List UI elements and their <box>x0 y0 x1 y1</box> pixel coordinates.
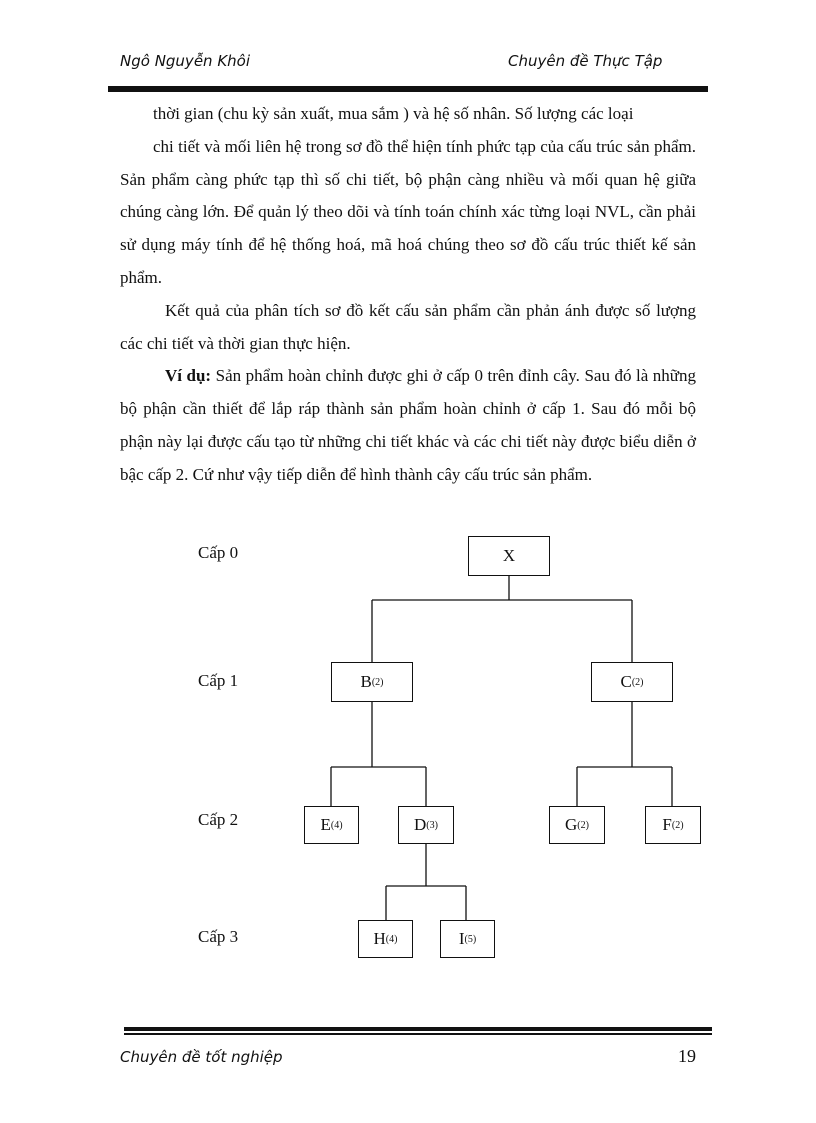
node-d <box>398 806 454 844</box>
node-d-qty: (3) <box>426 819 438 831</box>
level-2-label: Cấp 2 <box>198 810 239 829</box>
node-g <box>549 806 605 844</box>
header-title: Chuyên đề Thực Tập <box>508 52 663 70</box>
node-c-label: C <box>620 672 632 691</box>
node-x <box>468 536 550 576</box>
node-b-qty: (2) <box>371 676 384 688</box>
node-c-qty: (2) <box>631 676 644 688</box>
node-i-label: I <box>458 929 465 948</box>
node-h-label: H <box>373 929 386 948</box>
node-f-qty: (2) <box>671 819 684 831</box>
node-f <box>645 806 701 844</box>
paragraph-2: Kết quả của phân tích sơ đồ kết cấu sản phẩm cần phản ánh được số lượng các chi tiết và thời gian thực hiện. <box>120 300 696 353</box>
node-h-qty: (4) <box>385 933 398 945</box>
level-0-label: Cấp 0 <box>198 543 239 562</box>
level-1-label: Cấp 1 <box>198 671 239 690</box>
paragraph-1-line-1: thời gian (chu kỳ sản xuất, mua sắm ) và hệ số nhân. Số lượng các loại <box>153 104 634 123</box>
example-label: Ví dụ: <box>165 366 212 386</box>
footer-text: Chuyên đề tốt nghiệp <box>120 1048 283 1066</box>
node-c <box>591 662 673 702</box>
node-g-label: G <box>565 815 578 834</box>
node-e <box>304 806 359 844</box>
header-author: Ngô Nguyễn Khôi <box>120 52 251 70</box>
node-b <box>331 662 413 702</box>
node-h <box>358 920 413 958</box>
node-e-qty: (4) <box>330 819 343 831</box>
node-i <box>440 920 495 958</box>
node-x-label: X <box>502 546 516 565</box>
level-3-label: Cấp 3 <box>198 927 239 946</box>
page-number: 19 <box>678 1046 696 1066</box>
node-i-qty: (5) <box>464 933 477 945</box>
paragraph-3-text: Sản phẩm hoàn chỉnh được ghi ở cấp 0 trên đỉnh cây. Sau đó là những bộ phận cần thiết để lắp ráp thành sản phẩm hoàn chỉnh ở cấp 1. Sau đó mỗi bộ phận này lại được cấu tạo từ những chi tiết khác và các chi tiết này được biểu diễn ở bậc cấp 2. Cứ như vậy tiếp diễn để hình thành cây cấu trúc sản phẩm. <box>120 366 696 484</box>
paragraph-1-rest: chi tiết và mối liên hệ trong sơ đồ thể hiện tính phức tạp của cấu trúc sản phẩm. Sản phẩm càng phức tạp thì số chi tiết, bộ phận càng nhiều và mối quan hệ giữa chúng càng lớn. Để quản lý theo dõi và tính toán chính xác từng loại NVL, cần phải sử dụng máy tính để hệ thống hoá, mã hoá chúng theo sơ đồ cấu trúc thiết kế sản phẩm. <box>120 136 696 287</box>
node-e-label: E <box>320 815 331 834</box>
node-d-label: D <box>414 815 427 834</box>
node-f-label: F <box>662 815 672 834</box>
footer-rule-thin <box>124 1033 712 1035</box>
node-g-qty: (2) <box>577 819 589 831</box>
node-b-label: B <box>360 672 372 691</box>
footer-rule-thick <box>124 1027 712 1031</box>
